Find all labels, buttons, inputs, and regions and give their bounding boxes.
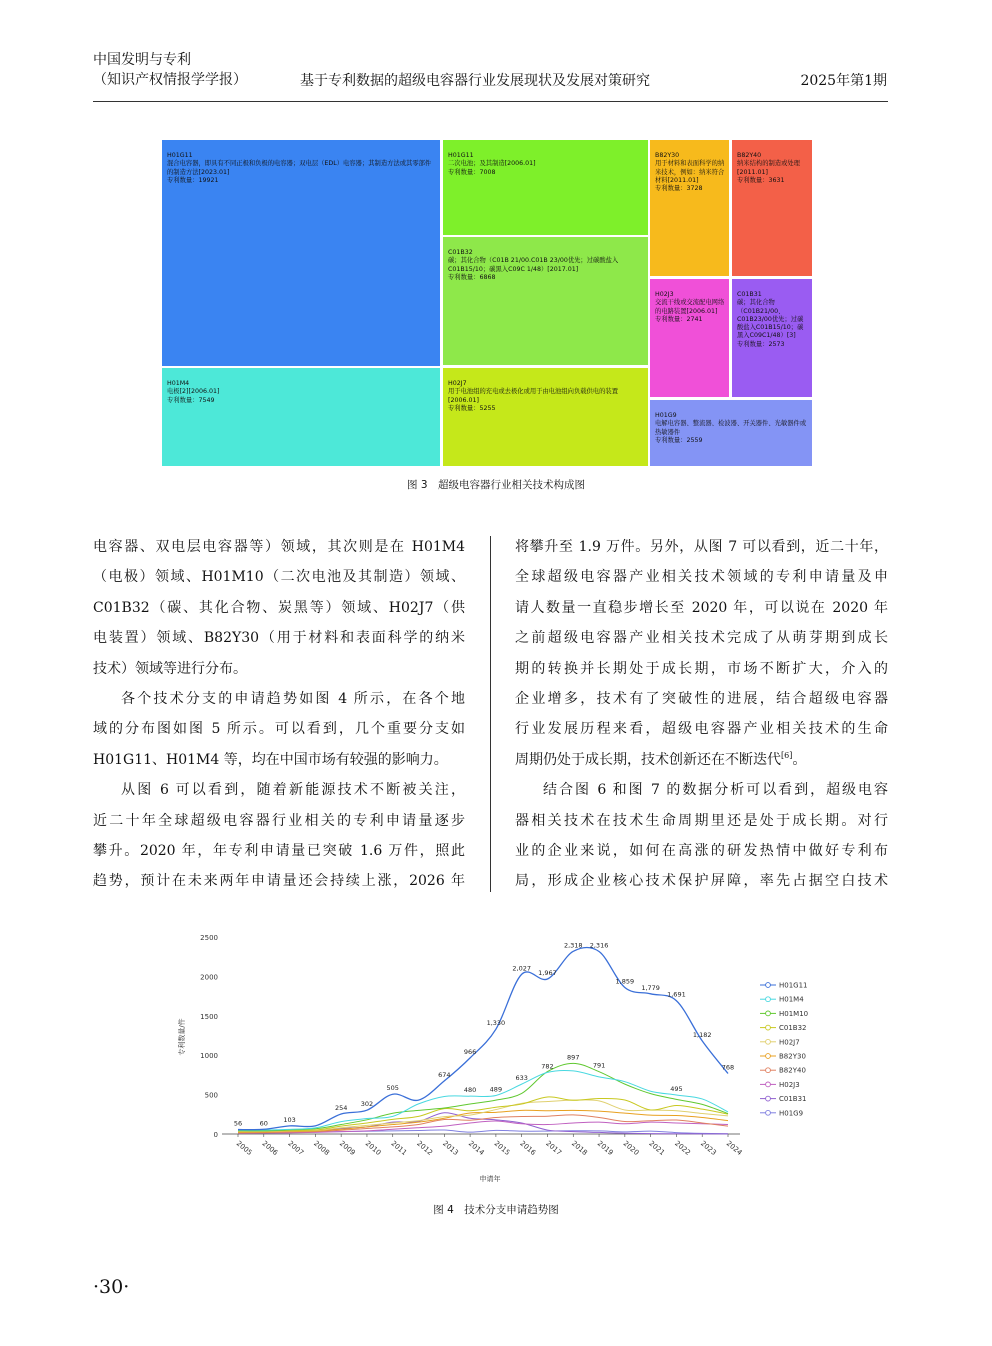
treemap-tile-code: B82Y30 — [655, 152, 680, 159]
column-divider — [490, 536, 491, 892]
y-tick-label: 500 — [204, 1091, 218, 1100]
legend-label: H01M10 — [779, 1009, 809, 1018]
body-line: 各个技术分支的申请趋势如图 4 所示，在各个地 — [121, 691, 465, 708]
body-line: 之前超级电容器产业相关技术完成了从萌芽期到成长 — [515, 630, 888, 647]
x-tick-label: 2020 — [621, 1139, 641, 1157]
body-line: C01B32（碳、其化合物、炭黑等）领域、H02J7（供 — [93, 599, 465, 616]
treemap-tile-c01b32 — [443, 237, 648, 365]
treemap-tile-h01g9 — [650, 400, 812, 466]
x-tick-label: 2017 — [544, 1139, 563, 1157]
legend-swatch-marker — [766, 1096, 771, 1101]
treemap-tile-desc: 二次电池；及其制造[2006.01] — [448, 160, 536, 168]
legend-swatch-marker — [766, 1110, 771, 1115]
x-tick-label: 2006 — [260, 1139, 280, 1157]
y-tick-label: 1000 — [200, 1052, 218, 1061]
article-title: 基于专利数据的超级电容器行业发展现状及发展对策研究 — [300, 73, 650, 89]
treemap-tile-h02j7 — [443, 368, 648, 466]
treemap-tile-code: H01G11 — [167, 152, 193, 159]
treemap-tile-code: C01B32 — [448, 249, 473, 256]
body-line: 行业发展历程来看，超级电容器产业相关技术的生命 — [515, 721, 888, 738]
journal-name — [93, 50, 247, 90]
body-column-right — [515, 532, 888, 897]
treemap-tile-desc: 纳米结构的制造或处理[2011.01] — [737, 160, 800, 176]
legend-label: B82Y40 — [779, 1066, 806, 1075]
body-line: 业的企业来说，如何在高涨的研发热情中做好专利布 — [515, 843, 888, 860]
body-line: 结合图 6 和图 7 的数据分析可以看到，超级电容 — [543, 782, 888, 799]
data-label: 674 — [438, 1070, 451, 1079]
data-label: 302 — [360, 1100, 374, 1109]
body-line: 请人数量一直稳步增长至 2020 年，可以说在 2020 年 — [515, 599, 888, 616]
figure3-caption: 图 3 超级电容器行业相关技术构成图 — [406, 479, 586, 491]
data-label: 1,967 — [538, 969, 557, 978]
legend-swatch-marker — [766, 1011, 771, 1016]
x-tick-label: 2009 — [337, 1139, 357, 1157]
body-line: 攀升。2020 年，年专利申请量已突破 1.6 万件，照此 — [93, 843, 465, 860]
x-tick-label: 2008 — [312, 1139, 331, 1157]
data-label: 1,779 — [641, 983, 660, 992]
body-line: 器相关技术在技术生命周期里还是处于成长期。对行 — [515, 812, 888, 829]
body-line: 全球超级电容器产业相关技术领域的专利申请量及申 — [515, 569, 888, 586]
legend-label: H02J7 — [779, 1038, 800, 1047]
data-label: 1,330 — [486, 1019, 506, 1028]
data-label: 103 — [283, 1115, 296, 1124]
legend-label: H02J3 — [779, 1080, 800, 1089]
treemap-tile-desc: 交流干线或交流配电网络的电路装置[2006.01] — [655, 299, 725, 315]
y-axis-label: 专利数量/件 — [178, 1018, 186, 1056]
x-axis-label: 申请年 — [479, 1175, 501, 1183]
legend-swatch-marker — [766, 997, 771, 1002]
legend-swatch-marker — [766, 1068, 771, 1073]
treemap-tile-h01m4 — [162, 368, 440, 466]
treemap-tile-b82y40 — [732, 140, 812, 276]
body-line: 企业增多，技术有了突破性的进展，结合超级电容器 — [515, 691, 888, 708]
treemap-tile-code: H02J3 — [655, 291, 674, 298]
data-label: 1,182 — [692, 1030, 712, 1039]
body-line: 电容器、双电层电容器等）领域，其次则是在 H01M4 — [93, 539, 465, 555]
x-tick-label: 2010 — [363, 1139, 383, 1157]
treemap-tile-count: 专利数量：3631 — [737, 176, 785, 184]
legend-swatch-marker — [766, 1039, 771, 1044]
x-tick-label: 2021 — [647, 1139, 667, 1157]
treemap-tile-count: 专利数量：3728 — [655, 185, 703, 193]
x-tick-label: 2011 — [389, 1139, 409, 1157]
x-tick-label: 2013 — [441, 1139, 460, 1157]
data-label: 56 — [233, 1119, 243, 1128]
body-line: 从图 6 可以看到，随着新能源技术不断被关注， — [121, 782, 465, 799]
legend-label: C01B31 — [779, 1095, 807, 1104]
sentence-end: 。 — [792, 751, 807, 768]
treemap-tile-count: 专利数量：7008 — [448, 168, 496, 176]
data-label: 782 — [541, 1062, 554, 1071]
body-line: 局，形成企业核心技术保护屏障，率先占据空白技术 — [515, 873, 888, 890]
data-label: 897 — [567, 1053, 580, 1062]
treemap-tile-count: 专利数量：2559 — [655, 436, 703, 444]
treemap-tile-desc: 用于电池组的充电或去极化或用于由电池组向负载供电的装置[2006.01] — [448, 388, 619, 404]
x-tick-label: 2005 — [234, 1139, 254, 1157]
treemap-tile-h02j3 — [650, 279, 729, 397]
treemap-tile-count: 专利数量：6868 — [448, 273, 496, 281]
legend-label: H01G11 — [779, 981, 808, 990]
treemap-tile-b82y30 — [650, 140, 729, 276]
data-label: 254 — [334, 1103, 348, 1112]
x-tick-label: 2007 — [286, 1139, 306, 1157]
treemap-tile-code: C01B31 — [737, 291, 762, 298]
treemap-tile-h01g11 — [443, 140, 648, 235]
body-line: 电装置）领域、B82Y30（用于材料和表面科学的纳米 — [93, 630, 465, 647]
data-label: 2,027 — [512, 964, 531, 973]
data-label: 966 — [463, 1047, 477, 1056]
data-label: 60 — [259, 1119, 268, 1128]
x-tick-label: 2018 — [569, 1139, 589, 1157]
treemap-tile-count: 专利数量：2573 — [737, 340, 785, 348]
treemap-tile-desc: 碳；其化合物（C01B21/00、C01B23/00优先；过碳酸盐入C01B15/10；碳黑入C09C1/48）[3] — [737, 299, 804, 340]
data-label: 480 — [463, 1086, 477, 1095]
treemap-tile-desc: 碳；其化合物（C01B 21/00.C01B 23/00优先；过碳酸盐入C01B15/10；碳黑入C09C 1/48）[2017.01] — [448, 257, 619, 273]
legend-swatch-marker — [766, 983, 771, 988]
legend-label: B82Y30 — [779, 1052, 806, 1061]
data-label: 2,316 — [589, 941, 609, 950]
figure4-line-chart — [170, 925, 820, 1190]
treemap-tile-code: H01G11 — [448, 152, 474, 159]
figure3-treemap — [162, 140, 812, 466]
body-line: 趋势，预计在未来两年申请量还会持续上涨，2026 年 — [93, 873, 465, 890]
data-label: 2,318 — [563, 941, 583, 950]
page-number: ·30· — [93, 1276, 130, 1298]
treemap-tile-count: 专利数量：7549 — [167, 396, 215, 404]
body-line: 技术）领域等进行分布。 — [93, 660, 247, 677]
legend-label: H01G9 — [779, 1109, 804, 1118]
data-label: 495 — [670, 1084, 683, 1093]
treemap-tile-desc: 电解电容器、整流器、检波器、开关器件、光敏器件或热敏器件 — [655, 420, 807, 436]
treemap-tile-code: B82Y40 — [737, 152, 762, 159]
x-tick-label: 2014 — [466, 1139, 486, 1157]
x-tick-label: 2023 — [698, 1139, 718, 1157]
x-tick-label: 2012 — [415, 1139, 435, 1157]
treemap-tile-count: 专利数量：5255 — [448, 404, 496, 412]
treemap-tile-h01g11 — [162, 140, 440, 366]
x-tick-label: 2022 — [673, 1139, 692, 1157]
body-line: （电极）领域、H01M10（二次电池及其制造）领域、 — [93, 569, 465, 586]
treemap-tile-code: H01G9 — [655, 412, 677, 419]
body-line: 域的分布图如图 5 所示。可以看到，几个重要分支如 — [93, 721, 465, 738]
body-column-left — [93, 532, 465, 897]
data-label: 768 — [721, 1063, 735, 1072]
body-line: 期的转换并长期处于成长期，市场不断扩大，介入的 — [515, 660, 888, 677]
journal-name-line2: （知识产权情报学学报） — [93, 72, 247, 88]
legend-swatch-marker — [766, 1054, 771, 1059]
citation-ref: [6] — [781, 750, 793, 760]
data-label: 633 — [515, 1074, 528, 1083]
treemap-tile-desc: 电极[2][2006.01] — [167, 388, 220, 396]
y-tick-label: 2500 — [200, 934, 218, 942]
treemap-tile-desc: 混合电容器，即具有不同正极和负极的电容器；双电层（EDL）电容器；其制造方法或其零部件的制造方法[2023.01] — [167, 160, 432, 176]
y-tick-label: 1500 — [200, 1012, 218, 1021]
treemap-tile-c01b31 — [732, 279, 812, 397]
treemap-tile-count: 专利数量：19921 — [167, 176, 219, 184]
legend-label: H01M4 — [779, 995, 804, 1004]
data-label: 505 — [386, 1084, 399, 1093]
issue-label: 2025年第1期 — [800, 73, 887, 89]
y-tick-label: 0 — [213, 1131, 218, 1139]
y-tick-label: 2000 — [200, 973, 218, 982]
legend-label: C01B32 — [779, 1024, 807, 1033]
body-line: H01G11、H01M4 等，均在中国市场有较强的影响力。 — [93, 751, 448, 768]
treemap-tile-count: 专利数量：2741 — [655, 315, 703, 323]
legend-swatch-marker — [766, 1025, 771, 1030]
body-line: 将攀升至 1.9 万件。另外，从图 7 可以看到，近二十年， — [515, 539, 888, 555]
body-line: 周期仍处于成长期，技术创新还在不断迭代[6]。 — [515, 750, 807, 768]
x-tick-label: 2024 — [724, 1139, 744, 1157]
treemap-tile-code: H02J7 — [448, 380, 467, 387]
x-tick-label: 2019 — [595, 1139, 615, 1157]
data-label: 1,691 — [667, 990, 686, 999]
data-label: 791 — [592, 1061, 606, 1070]
journal-name-line1: 中国发明与专利 — [93, 52, 191, 68]
header-rule — [93, 101, 888, 102]
x-tick-label: 2016 — [518, 1139, 538, 1157]
data-label: 489 — [489, 1085, 503, 1094]
treemap-tile-code: H01M4 — [167, 380, 190, 387]
body-line: 近二十年全球超级电容器行业相关的专利申请量逐步 — [93, 812, 465, 829]
treemap-tile-desc: 用于材料和表面科学的纳米技术，例如：纳米符合材料[2011.01] — [655, 160, 725, 184]
x-tick-label: 2015 — [492, 1139, 512, 1157]
legend-swatch-marker — [766, 1082, 771, 1087]
data-label: 1,859 — [615, 977, 635, 986]
figure4-caption: 图 4 技术分支申请趋势图 — [433, 1204, 559, 1216]
